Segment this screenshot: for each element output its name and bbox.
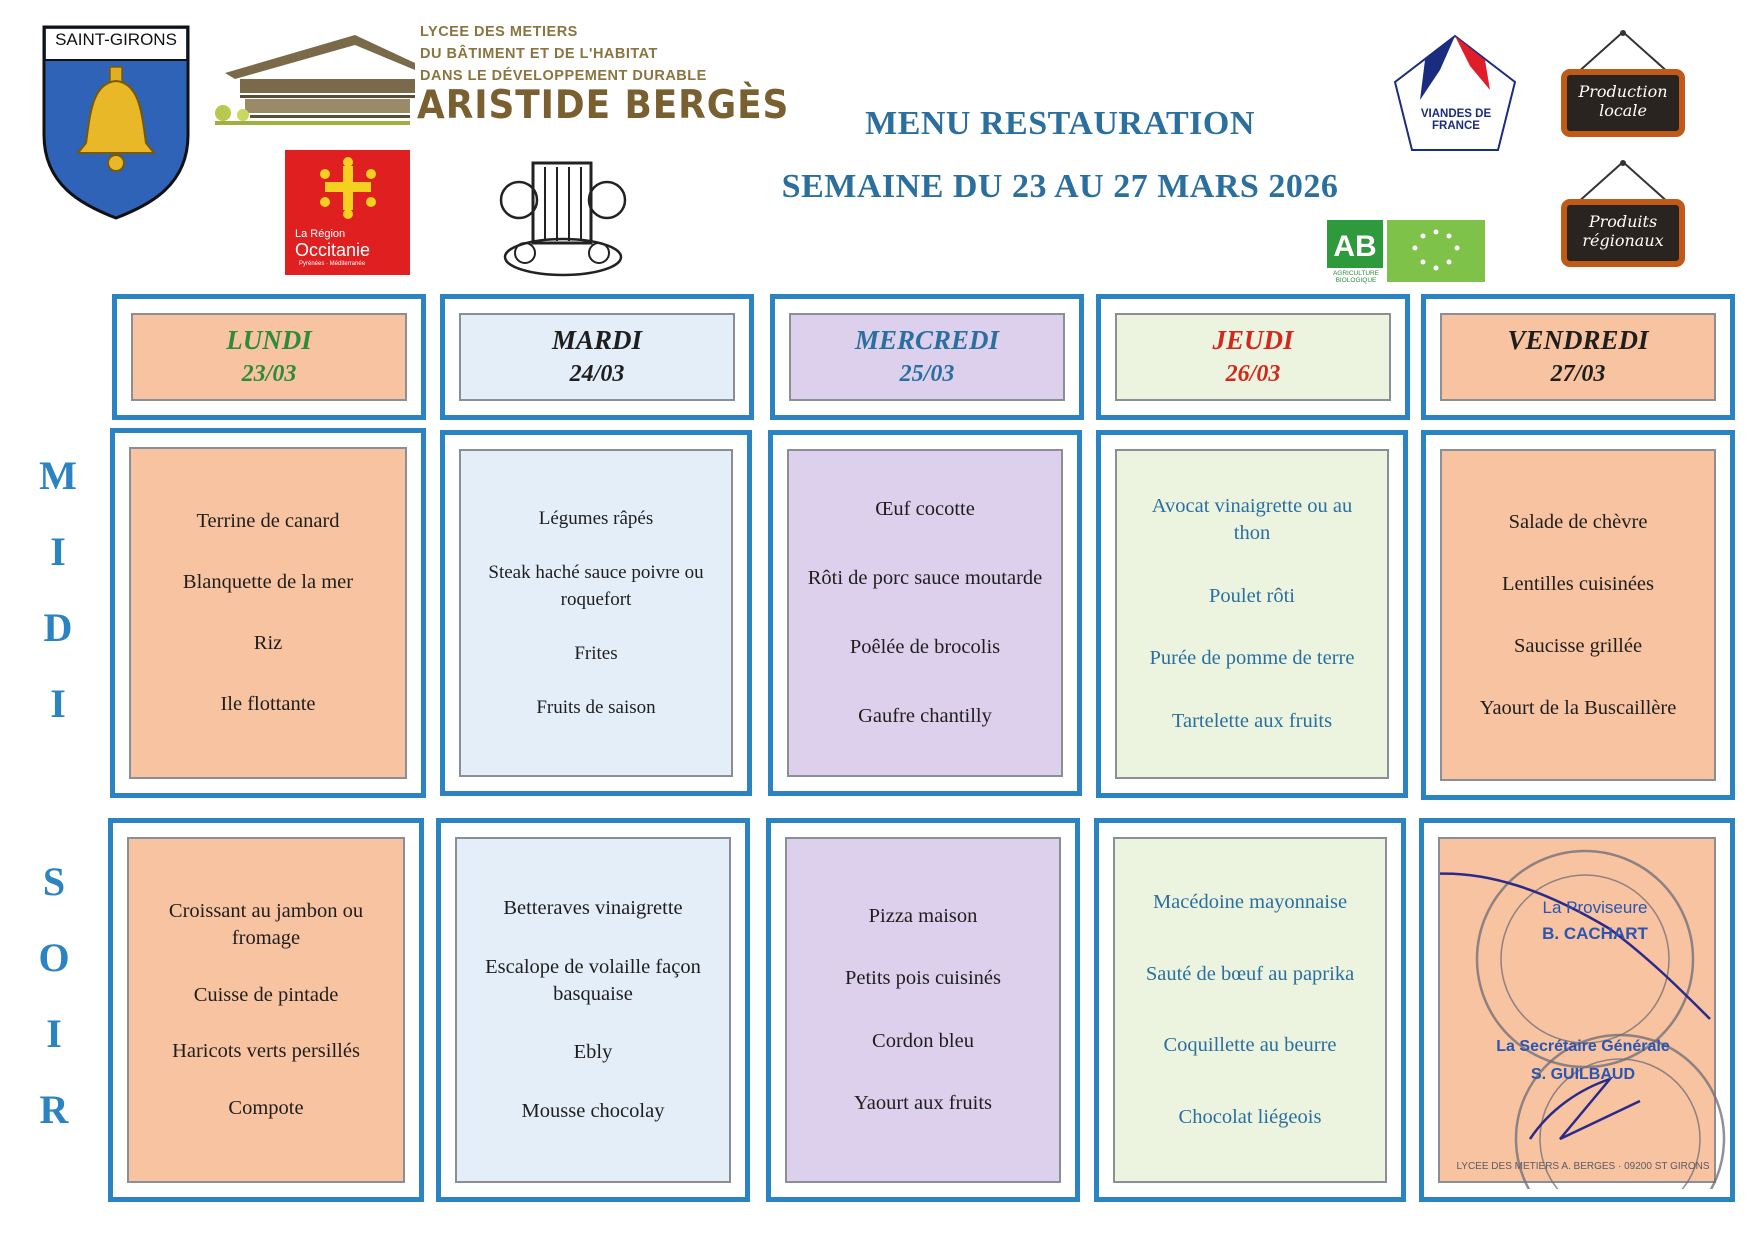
menu-item: Betteraves vinaigrette	[503, 896, 683, 919]
day-date: 24/03	[569, 361, 625, 387]
menu-item: Poêlée de brocolis	[849, 636, 1001, 658]
town-name: SAINT-GIRONS	[55, 30, 177, 49]
day-header-mercredi	[770, 294, 1084, 420]
menu-item: Ile flottante	[220, 693, 316, 715]
day-date: 25/03	[899, 361, 955, 387]
agriculture-biologique-logo	[1325, 218, 1487, 284]
soir-vendredi-signature-cell	[1419, 818, 1735, 1202]
secretaire-title: La Secrétaire Générale	[1496, 1038, 1670, 1055]
menu-item: Cuisse de pintade	[193, 983, 339, 1006]
day-date: 26/03	[1225, 361, 1281, 387]
menu-item: Fruits de saison	[536, 697, 656, 719]
menu-item: Lentilles cuisinées	[1502, 572, 1654, 595]
soir-mercredi-cell	[766, 818, 1080, 1202]
day-header-lundi	[112, 294, 426, 420]
menu-item: Œuf cocotte	[875, 498, 975, 520]
day-date: 27/03	[1550, 361, 1606, 387]
day-name: MARDI	[551, 325, 643, 355]
side-letter-soir-o: O	[38, 935, 70, 980]
proviseur-title: La Proviseure	[1542, 898, 1648, 917]
menu-item: Compote	[228, 1097, 304, 1120]
ab-label: AGRICULTURE BIOLOGIQUE	[1332, 270, 1380, 284]
menu-item: Chocolat liégeois	[1178, 1105, 1322, 1128]
side-letter-midi-m: M	[39, 453, 77, 498]
region-sub: Pyrénées · Méditerranée	[299, 261, 366, 267]
menu-item: Poulet rôti	[1209, 584, 1295, 607]
side-letter-midi-i: I	[50, 529, 66, 574]
secretaire-name: S. GUILBAUD	[1531, 1066, 1635, 1083]
day-name: MERCREDI	[854, 325, 1000, 355]
farm-animals-logo	[495, 145, 630, 280]
viandes-de-france-logo	[1390, 30, 1520, 155]
produits-regionaux-label: Produits régionaux	[1582, 212, 1664, 250]
proviseur-name: B. CACHART	[1542, 924, 1648, 943]
day-name: JEUDI	[1212, 325, 1294, 355]
soir-lundi-cell	[108, 818, 424, 1202]
menu-item: Légumes râpés	[538, 507, 654, 529]
production-locale-label: Production locale	[1578, 82, 1668, 120]
menu-item: Petits pois cuisinés	[844, 967, 1002, 990]
saint-girons-shield-logo	[40, 25, 192, 220]
side-letter-soir-s: S	[42, 859, 66, 904]
midi-mardi-cell	[440, 430, 752, 796]
school-logo	[205, 15, 790, 130]
menu-item: Gaufre chantilly	[858, 705, 992, 727]
menu-item: Pizza maison	[868, 904, 978, 927]
menu-item: Sauté de bœuf au paprika	[1145, 962, 1355, 985]
produits-regionaux-sign	[1558, 158, 1688, 268]
menu-item: Croissant au jambon ou fromage	[168, 899, 364, 949]
viandes-label: VIANDES DE FRANCE	[1420, 108, 1492, 132]
menu-item: Cordon bleu	[872, 1029, 974, 1052]
occitanie-region-logo	[285, 150, 410, 275]
school-stamp	[1440, 839, 1726, 1189]
day-header-jeudi	[1096, 294, 1410, 420]
side-letter-midi-i2: I	[50, 681, 66, 726]
menu-item: Escalope de volaille façon basquaise	[485, 955, 701, 1005]
school-lines: LYCEE DES METIERS DU BÂTIMENT ET DE L'HABITAT DANS LE DÉVELOPPEMENT DURABLE	[420, 24, 707, 84]
menu-item: Saucisse grillée	[1513, 634, 1643, 657]
day-name: VENDREDI	[1507, 325, 1649, 355]
stamp-text: LYCEE DES METIERS A. BERGES · 09200 ST GIRONS	[1456, 1161, 1710, 1172]
menu-item: Haricots verts persillés	[172, 1040, 360, 1063]
day-name: LUNDI	[226, 325, 312, 355]
menu-item: Yaourt de la Buscaillère	[1479, 696, 1677, 719]
side-letter-soir-i: I	[46, 1011, 62, 1056]
menu-item: Terrine de canard	[196, 510, 340, 532]
region-name: Occitanie	[295, 240, 371, 260]
menu-item: Riz	[253, 632, 283, 654]
menu-item: Avocat vinaigrette ou au thon	[1151, 494, 1353, 544]
svg-text:AB: AB	[1333, 230, 1377, 263]
menu-item: Tartelette aux fruits	[1171, 710, 1333, 733]
side-letter-soir-r: R	[39, 1087, 69, 1132]
menu-item: Macédoine mayonnaise	[1152, 891, 1348, 914]
midi-vendredi-cell	[1421, 430, 1735, 800]
menu-item: Coquillette au beurre	[1163, 1034, 1337, 1057]
menu-item: Rôti de porc sauce moutarde	[807, 567, 1043, 589]
midi-lundi-cell	[110, 428, 426, 798]
day-header-mardi	[440, 294, 754, 420]
menu-item: Steak haché sauce poivre ou roquefort	[488, 561, 704, 610]
day-date: 23/03	[241, 361, 297, 387]
region-small-label: La Région	[295, 228, 346, 240]
midi-mercredi-cell	[768, 430, 1082, 796]
production-locale-sign	[1558, 28, 1688, 138]
menu-item: Ebly	[573, 1041, 613, 1064]
menu-item: Yaourt aux fruits	[854, 1092, 992, 1115]
menu-item: Mousse chocolay	[521, 1100, 665, 1123]
menu-item: Blanquette de la mer	[182, 571, 354, 593]
day-header-vendredi	[1421, 294, 1735, 420]
menu-item: Purée de pomme de terre	[1149, 647, 1355, 670]
side-letter-midi-d: D	[43, 605, 73, 650]
soir-mardi-cell	[436, 818, 750, 1202]
soir-jeudi-cell	[1094, 818, 1406, 1202]
school-name: ARISTIDE BERGÈS	[417, 83, 790, 128]
page-subtitle: SEMAINE DU 23 AU 27 MARS 2026	[781, 168, 1339, 205]
menu-item: Salade de chèvre	[1508, 510, 1648, 533]
page-title: MENU RESTAURATION	[865, 105, 1255, 142]
midi-jeudi-cell	[1096, 430, 1408, 798]
menu-item: Frites	[574, 643, 618, 665]
